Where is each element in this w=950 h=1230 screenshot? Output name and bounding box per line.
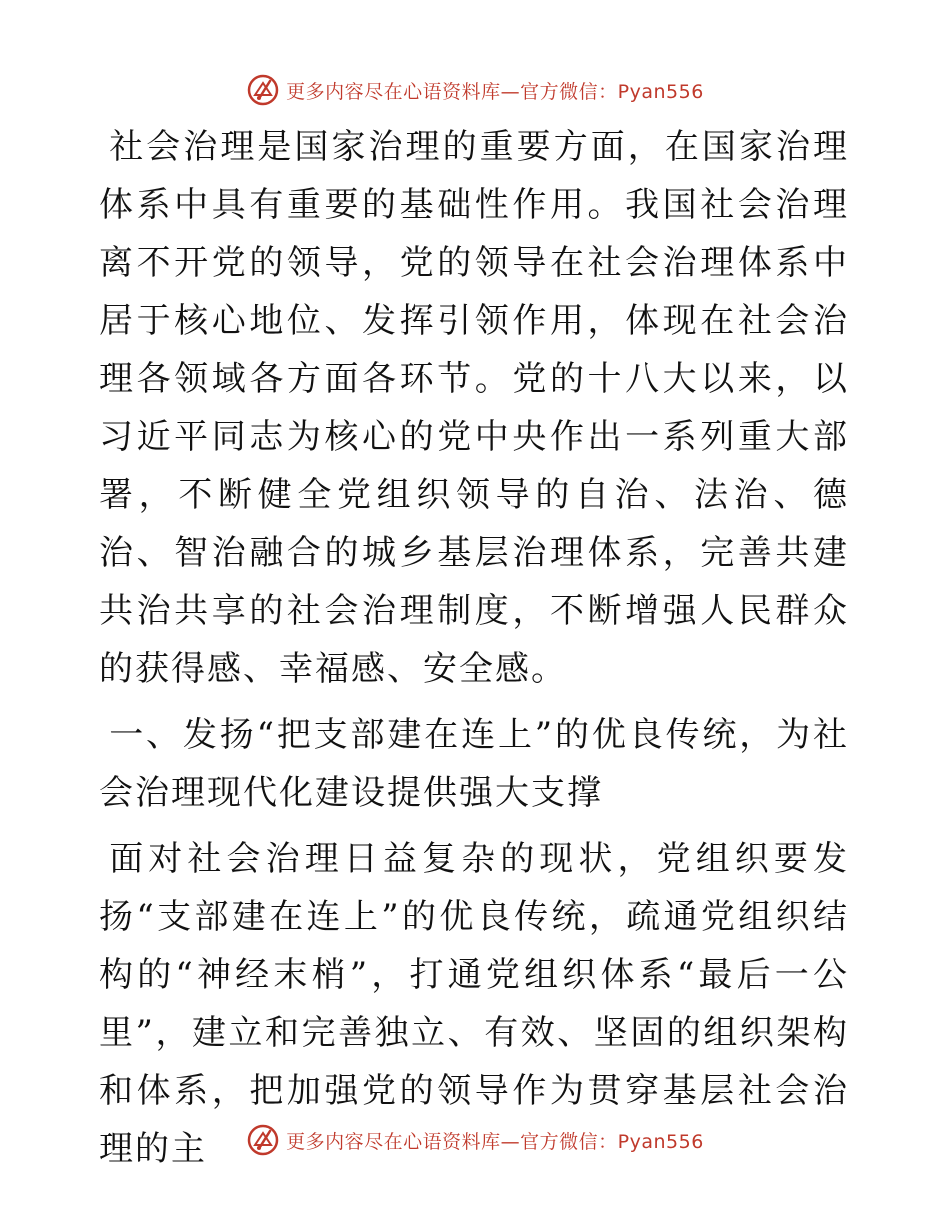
header-banner — [0, 70, 950, 110]
footer-banner — [0, 1120, 950, 1160]
book-pen-logo-icon — [246, 73, 280, 107]
banner-text: 更多内容尽在心语资料库—官方微信：Pyan556 — [286, 1130, 704, 1153]
body-paragraph: 面对社会治理日益复杂的现状，党组织要发扬“支部建在连上”的优良传统，疏通党组织结构的“神经末梢”，打通党组织体系“最后一公里”，建立和完善独立、有效、坚固的组织架构和体系，把加强党的领导作为贯穿基层社会治理的主 — [99, 839, 849, 1169]
banner-text: 更多内容尽在心语资料库—官方微信：Pyan556 — [286, 80, 704, 103]
document-body — [99, 118, 849, 1178]
section-heading: 一、发扬“把支部建在连上”的优良传统，为社会治理现代化建设提供强大支撑 — [99, 715, 849, 813]
book-pen-logo-icon — [246, 1123, 280, 1157]
intro-paragraph: 社会治理是国家治理的重要方面，在国家治理体系中具有重要的基础性作用。我国社会治理离不开党的领导，党的领导在社会治理体系中居于核心地位、发挥引领作用，体现在社会治理各领域各方面各环节。党的十八大以来，以习近平同志为核心的党中央作出一系列重大部署，不断健全党组织领导的自治、法治、德治、智治融合的城乡基层治理体系，完善共建共治共享的社会治理制度，不断增强人民群众的获得感、幸福感、安全感。 — [99, 127, 849, 689]
